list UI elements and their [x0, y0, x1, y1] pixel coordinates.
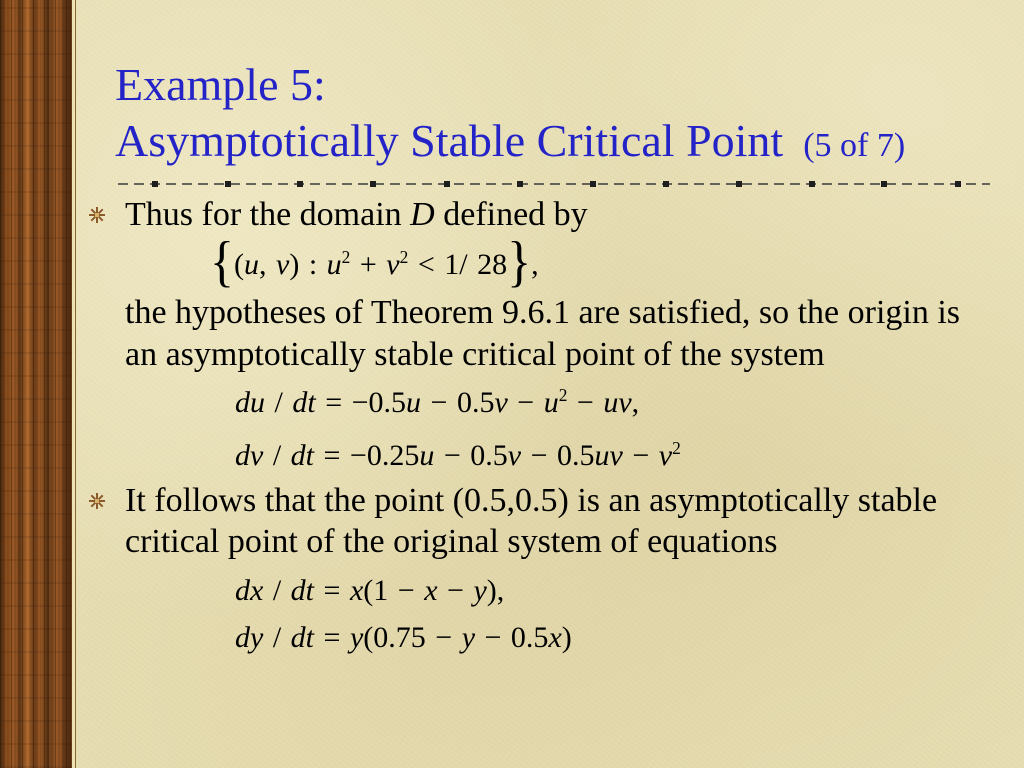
set-close-brace: }: [507, 229, 532, 293]
equation-dv-dt: [235, 438, 681, 472]
set-open-brace: {: [210, 229, 234, 293]
eq-operator: (1 −: [363, 574, 425, 607]
sidebar-edge-line: [75, 0, 76, 768]
eq-operator: (: [234, 248, 244, 281]
eq-variable: dt: [290, 574, 315, 607]
slide-page-indicator: (5 of 7): [803, 127, 906, 164]
lead-text: Thus for the domain: [125, 196, 411, 233]
eq-variable: dt: [292, 386, 316, 419]
eq-variable: dy: [235, 621, 264, 654]
eq-variable: x: [424, 574, 438, 607]
divider-square: [809, 181, 815, 187]
eq-variable: u: [406, 386, 422, 419]
divider-square: [881, 181, 887, 187]
wood-sidebar-strip: [0, 0, 72, 768]
eq-variable: du: [235, 386, 265, 419]
eq-operator: − 0.5: [475, 621, 549, 654]
eq-operator: ) :: [289, 248, 327, 281]
eq-variable: v: [494, 386, 508, 419]
divider-square: [590, 181, 596, 187]
divider-square: [736, 181, 742, 187]
eq-operator: (0.75 −: [363, 621, 462, 654]
eq-operator: −: [567, 386, 604, 419]
title-divider: [110, 178, 1000, 190]
equation-dx-dt: [235, 576, 504, 606]
eq-operator: = −0.25: [314, 439, 420, 472]
slide-title-line1: Example 5:: [115, 59, 326, 110]
eq-operator: /: [263, 574, 291, 607]
eq-variable: uv: [603, 386, 632, 419]
eq-exponent: 2: [672, 438, 681, 459]
divider-square: [517, 181, 523, 187]
star-bullet-icon: [89, 493, 105, 509]
eq-exponent: 2: [399, 247, 409, 268]
eq-variable: dv: [235, 439, 264, 472]
divider-square: [444, 181, 450, 187]
eq-variable: x: [349, 574, 364, 607]
eq-variable: dt: [290, 439, 315, 472]
star-bullet-icon: [89, 207, 105, 223]
eq-variable: u: [419, 439, 435, 472]
eq-operator: /: [263, 621, 291, 654]
divider-square: [370, 181, 376, 187]
eq-operator: ,: [631, 386, 640, 419]
eq-operator: −: [507, 386, 544, 419]
eq-operator: −: [437, 574, 474, 607]
eq-operator: ): [561, 621, 572, 654]
eq-operator: − 0.5: [521, 439, 595, 472]
eq-operator: ,: [259, 248, 276, 281]
eq-variable: v: [507, 439, 522, 472]
bullet-1-text-line: the hypotheses of Theorem 9.6.1 are satisfied, so the origin is: [125, 294, 961, 331]
eq-operator: < 1/ 28: [408, 248, 508, 281]
eq-variable: dt: [290, 621, 315, 654]
eq-operator: = −0.5: [315, 386, 407, 419]
eq-operator: ),: [486, 574, 505, 607]
eq-variable: y: [473, 574, 487, 607]
eq-variable: x: [548, 621, 562, 654]
eq-variable: v: [658, 439, 673, 472]
divider-square: [955, 181, 961, 187]
bullet-1-lead-text: [125, 198, 588, 232]
divider-square: [663, 181, 669, 187]
divider-square: [297, 181, 303, 187]
eq-variable: u: [326, 248, 342, 281]
bullet-1-text-line: an asymptotically stable critical point of the system: [125, 336, 825, 373]
equation-dy-dt: [235, 623, 572, 653]
eq-operator: =: [314, 621, 350, 654]
eq-operator: =: [314, 574, 350, 607]
equation-du-dt: [235, 385, 640, 419]
eq-variable: dx: [235, 574, 264, 607]
bullet-2-text-line: It follows that the point (0.5,0.5) is an asymptotically stable: [125, 482, 938, 519]
domain-variable: D: [410, 196, 435, 233]
eq-exponent: 2: [558, 385, 568, 406]
eq-variable: uv: [594, 439, 623, 472]
domain-set-expression: [210, 229, 539, 293]
divider-square: [225, 181, 231, 187]
lead-text: defined by: [434, 196, 588, 233]
eq-operator: /: [263, 439, 291, 472]
eq-variable: v: [276, 248, 290, 281]
eq-exponent: 2: [341, 247, 351, 268]
eq-variable: y: [461, 621, 476, 654]
divider-square: [152, 181, 158, 187]
eq-operator: − 0.5: [434, 439, 508, 472]
eq-operator: +: [350, 248, 387, 281]
eq-variable: v: [386, 248, 400, 281]
slide-title-text: Asymptotically Stable Critical Point: [115, 115, 784, 166]
eq-operator: − 0.5: [421, 386, 495, 419]
eq-operator: −: [622, 439, 659, 472]
eq-variable: u: [244, 248, 259, 281]
eq-operator: /: [265, 386, 293, 419]
eq-variable: y: [349, 621, 364, 654]
eq-variable: u: [543, 386, 559, 419]
eq-operator: ,: [531, 248, 539, 281]
slide-title-line2: [115, 115, 906, 166]
bullet-2-text-line: critical point of the original system of equations: [125, 523, 778, 560]
